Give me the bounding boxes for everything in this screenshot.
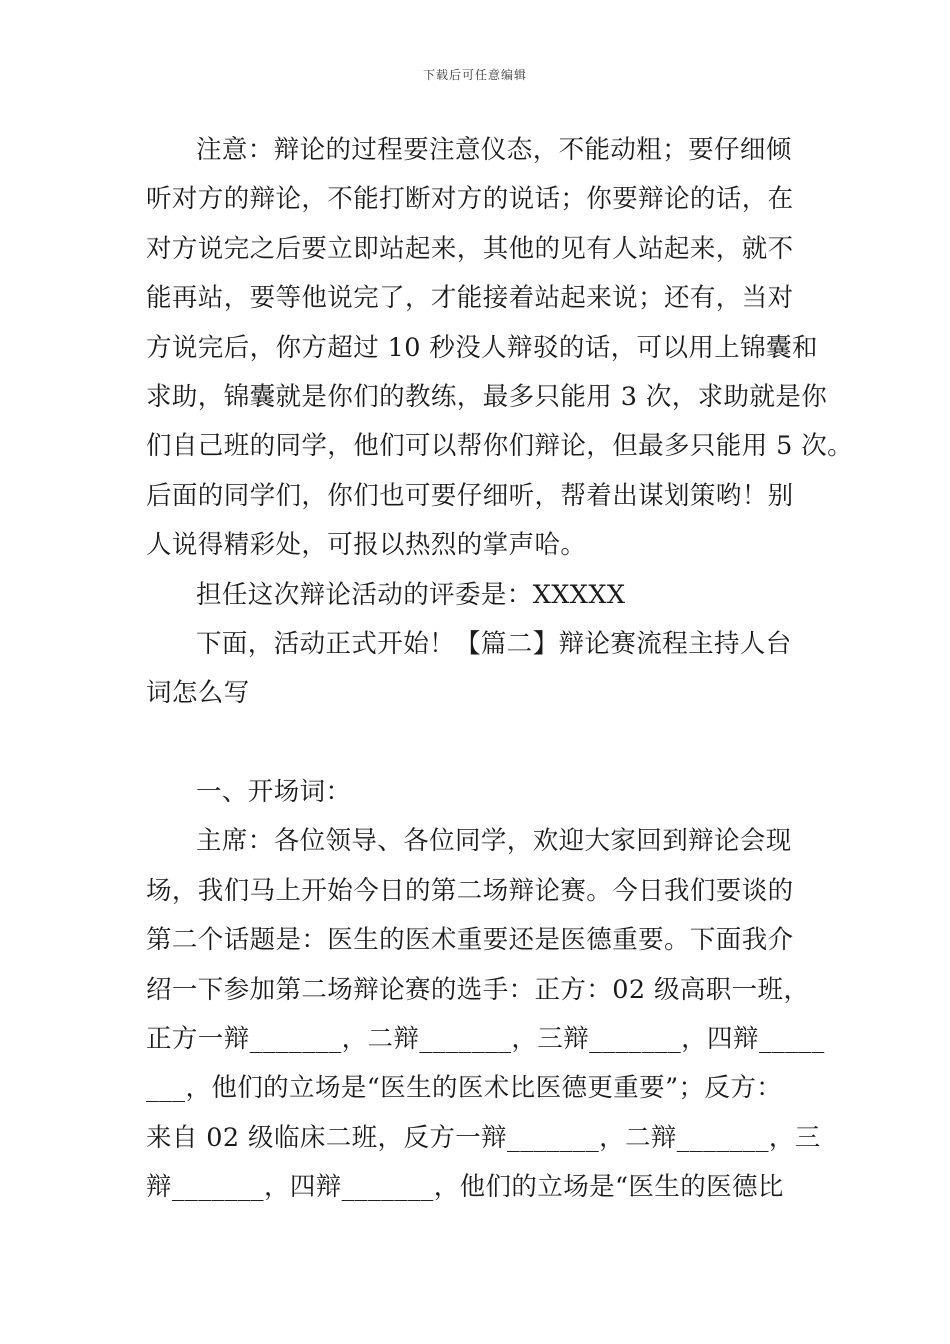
text-line: 正方一辩_______，二辩_______，三辩_______，四辩_____ [146, 1024, 825, 1055]
page-header: 下载后可任意编辑 [422, 68, 527, 82]
blank-line [146, 719, 806, 768]
text-line: 第二个话题是：医生的医术重要还是医德重要。下面我介 [146, 925, 794, 956]
text-line: 担任这次辩论活动的评委是：XXXXX [196, 579, 626, 610]
text-line: 来自 02 级临床二班，反方一辩_______，二辩_______，三 [146, 1122, 821, 1153]
text-line: 绍一下参加第二场辩论赛的选手：正方：02 级高职一班， [146, 974, 810, 1005]
text-line: 注意：辩论的过程要注意仪态，不能动粗；要仔细倾 [196, 135, 792, 165]
text-line: ___，他们的立场是“医生的医术比医德更重要”；反方： [146, 1073, 783, 1104]
text-line: 人说得精彩处，可报以热烈的掌声哈。 [146, 530, 587, 561]
document-body [146, 126, 854, 1213]
text-line: 能再站，要等他说完了，才能接着站起来说；还有，当对 [146, 283, 794, 314]
text-line: 主席：各位领导、各位同学，欢迎大家回到辩论会现 [196, 826, 792, 857]
text-line: 后面的同学们，你们也可要仔细听，帮着出谋划策哟！别 [146, 480, 794, 511]
text-line: 词怎么写 [146, 678, 250, 709]
text-line: 下面，活动正式开始！【篇二】辩论赛流程主持人台 [196, 628, 792, 659]
text-line: 们自己班的同学，他们可以帮你们辩论，但最多只能用 5 次。 [146, 431, 854, 462]
text-line: 对方说完之后要立即站起来，其他的见有人站起来，就不 [146, 233, 794, 264]
text-line: 方说完后，你方超过 10 秒没人辩驳的话，可以用上锦囊和 [146, 332, 818, 363]
text-line: 辩_______，四辩_______，他们的立场是“医生的医德比 [146, 1172, 784, 1203]
text-line: 场，我们马上开始今日的第二场辩论赛。今日我们要谈的 [146, 875, 794, 906]
text-line: 求助，锦囊就是你们的教练，最多只能用 3 次，求助就是你 [146, 381, 828, 412]
text-line: 一、开场词： [196, 777, 352, 808]
text-line: 听对方的辩论，不能打断对方的说话；你要辩论的话，在 [146, 184, 794, 215]
